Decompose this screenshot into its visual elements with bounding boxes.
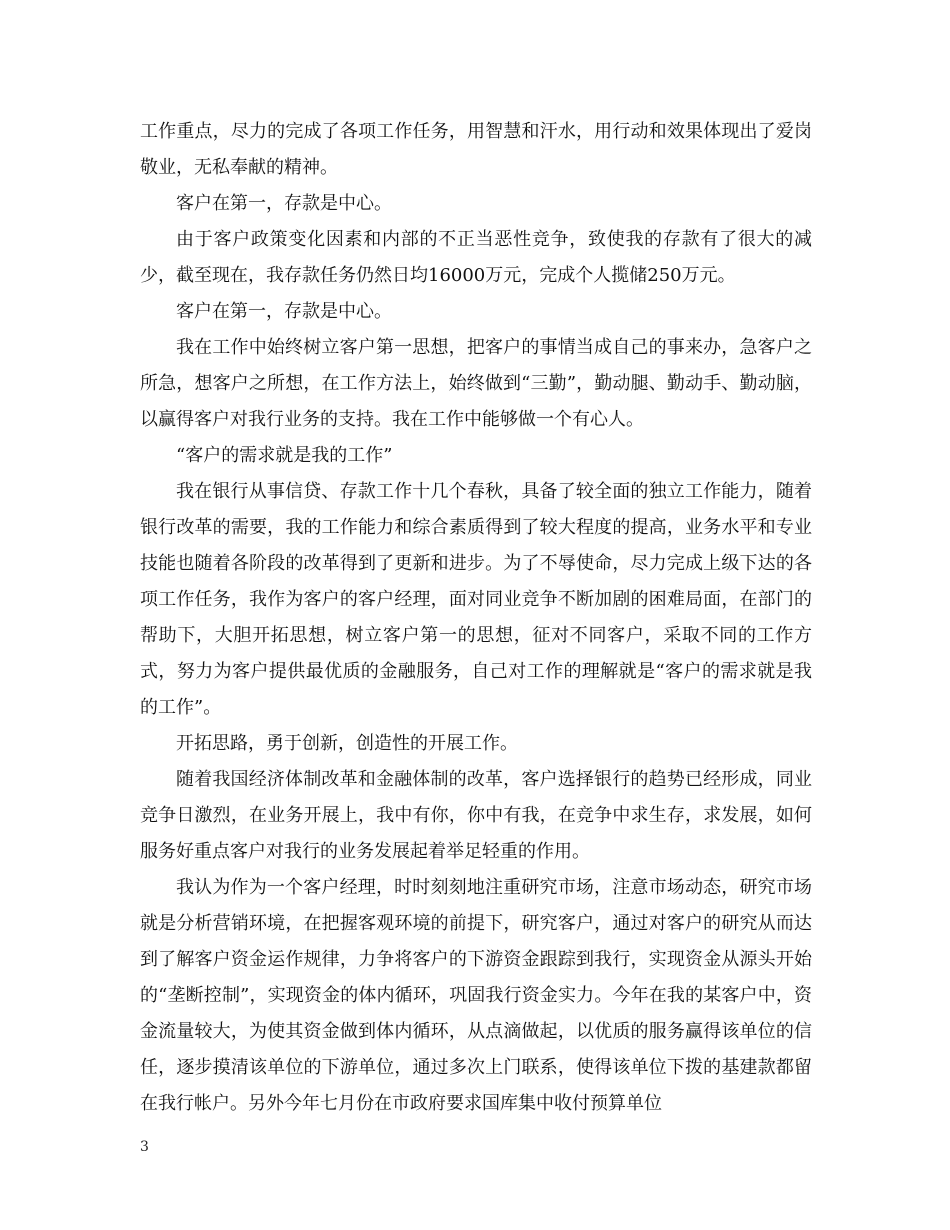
paragraph: 工作重点，尽力的完成了各项工作任务，用智慧和汗水，用行动和效果体现出了爱岗敬业，无私奉献的精神。 [140, 121, 812, 178]
paragraph: 客户在第一，存款是中心。 [176, 193, 392, 214]
paragraph: 随着我国经济体制改革和金融体制的改革，客户选择银行的趋势已经形成，同业竞争日激烈，在业务开展上，我中有你，你中有我，在竞争中求生存，求发展，如何服务好重点客户对我行的业务发展起着举足轻重的作用。 [140, 769, 812, 862]
paragraph: “客户的需求就是我的工作” [176, 445, 393, 466]
paragraph: 我在工作中始终树立客户第一思想，把客户的事情当成自己的事来办，急客户之所急，想客户之所想，在工作方法上，始终做到“三勤”，勤动腿、勤动手、勤动脑，以赢得客户对我行业务的支持。我在工作中能够做一个有心人。 [140, 337, 812, 430]
paragraph: 开拓思路，勇于创新，创造性的开展工作。 [176, 733, 518, 754]
paragraph: 客户在第一，存款是中心。 [176, 301, 392, 322]
paragraph: 由于客户政策变化因素和内部的不正当恶性竞争，致使我的存款有了很大的减少，截至现在，我存款任务仍然日均16000万元，完成个人揽储250万元。 [140, 229, 812, 286]
page-number: 3 [140, 1139, 149, 1155]
document-body [140, 114, 812, 1122]
paragraph: 我认为作为一个客户经理，时时刻刻地注重研究市场，注意市场动态，研究市场就是分析营销环境，在把握客观环境的前提下，研究客户，通过对客户的研究从而达到了解客户资金运作规律，力争将客户的下游资金跟踪到我行，实现资金从源头开始的“垄断控制”，实现资金的体内循环，巩固我行资金实力。今年在我的某客户中，资金流量较大，为使其资金做到体内循环，从点滴做起，以优质的服务赢得该单位的信任，逐步摸清该单位的下游单位，通过多次上门联系，使得该单位下拨的基建款都留在我行帐户。另外今年七月份在市政府要求国库集中收付预算单位 [140, 877, 812, 1114]
paragraph: 我在银行从事信贷、存款工作十几个春秋，具备了较全面的独立工作能力，随着银行改革的需要，我的工作能力和综合素质得到了较大程度的提高，业务水平和专业技能也随着各阶段的改革得到了更新和进步。为了不辱使命，尽力完成上级下达的各项工作任务，我作为客户的客户经理，面对同业竞争不断加剧的困难局面，在部门的帮助下，大胆开拓思想，树立客户第一的思想，征对不同客户，采取不同的工作方式，努力为客户提供最优质的金融服务，自己对工作的理解就是“客户的需求就是我的工作”。 [140, 481, 812, 718]
